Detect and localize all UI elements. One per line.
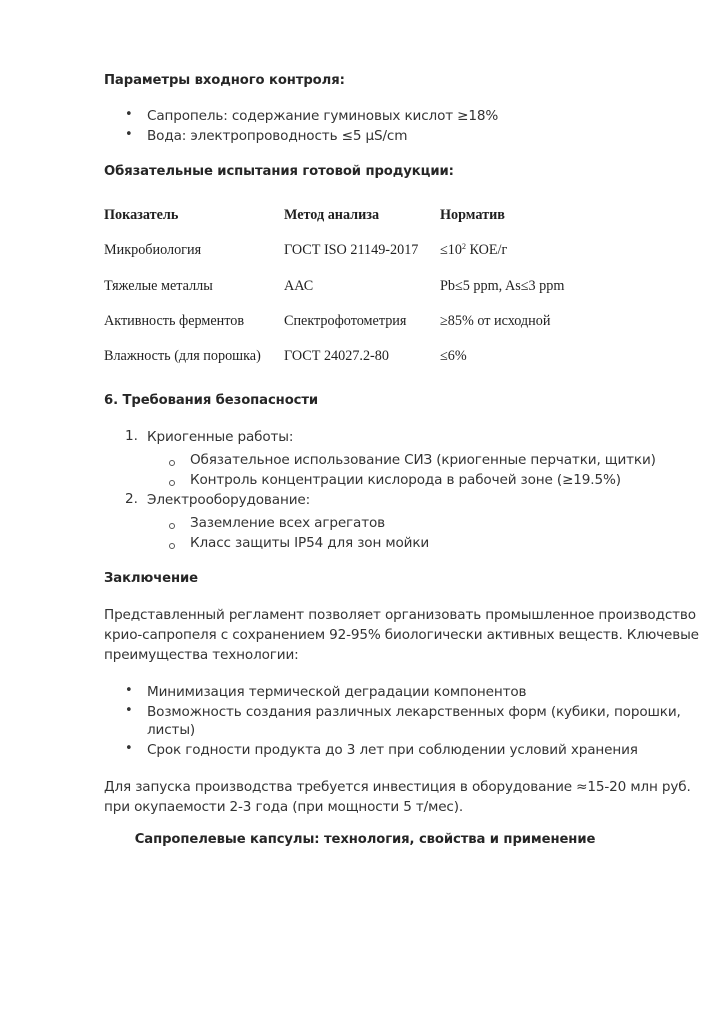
bullet-icon: • — [125, 741, 133, 756]
list-item: Срок годности продукта до 3 лет при соблюдении условий хранения — [147, 742, 638, 758]
bullet-icon: • — [125, 127, 133, 142]
circle-bullet-icon — [169, 523, 175, 529]
paragraph-line: при окупаемости 2-3 года (при мощности 5 т/мес). — [104, 799, 464, 815]
bullet-icon: • — [125, 107, 133, 122]
table-header-method: Метод анализа — [284, 207, 380, 223]
table-cell: ААС — [284, 278, 314, 294]
table-cell: ГОСТ ISO 21149-2017 — [284, 242, 419, 258]
bullet-icon: • — [125, 703, 133, 718]
table-cell: Влажность (для порошка) — [104, 348, 261, 364]
circle-bullet-icon — [169, 543, 175, 549]
circle-bullet-icon — [169, 480, 175, 486]
circle-bullet-icon — [169, 460, 175, 466]
list-number: 2. — [125, 491, 138, 507]
list-item: Сапропель: содержание гуминовых кислот ≥18% — [147, 108, 499, 124]
list-item: Вода: электропроводность ≤5 μS/cm — [147, 128, 408, 144]
input-control-heading: Параметры входного контроля: — [104, 73, 345, 88]
sub-list-item: Контроль концентрации кислорода в рабочей зоне (≥19.5%) — [190, 472, 621, 488]
paragraph-line: Представленный регламент позволяет организовать промышленное производство — [104, 607, 696, 623]
superscript: 2 — [461, 242, 466, 251]
next-section-title: Сапропелевые капсулы: технология, свойства и применение — [134, 832, 596, 847]
conclusion-heading: Заключение — [104, 571, 198, 586]
norm-value: ≤10 — [440, 242, 462, 258]
table-cell: ГОСТ 24027.2-80 — [284, 348, 389, 364]
norm-unit: КОЕ/г — [465, 242, 508, 258]
list-number: 1. — [125, 428, 138, 444]
list-item: Криогенные работы: — [147, 429, 294, 445]
list-item: Минимизация термической деградации компонентов — [147, 684, 527, 700]
table-header-norm: Норматив — [440, 207, 505, 223]
table-cell: Тяжелые металлы — [104, 278, 213, 294]
paragraph-line: Для запуска производства требуется инвестиция в оборудование ≈15-20 млн руб. — [104, 779, 691, 795]
list-item-continuation: листы) — [147, 722, 196, 738]
list-item: Возможность создания различных лекарственных форм (кубики, порошки, — [147, 704, 681, 720]
bullet-icon: • — [125, 683, 133, 698]
safety-heading: 6. Требования безопасности — [104, 393, 319, 408]
table-cell: Спектрофотометрия — [284, 313, 407, 329]
paragraph-line: преимущества технологии: — [104, 647, 299, 663]
table-cell: Микробиология — [104, 242, 202, 258]
sub-list-item: Обязательное использование СИЗ (криогенные перчатки, щитки) — [190, 452, 656, 468]
sub-list-item: Класс защиты IP54 для зон мойки — [190, 535, 430, 551]
table-cell: Активность ферментов — [104, 313, 245, 329]
list-item: Электрооборудование: — [147, 492, 311, 508]
paragraph-line: крио-сапропеля с сохранением 92-95% биологически активных веществ. Ключевые — [104, 627, 699, 643]
table-cell: Pb≤5 ppm, As≤3 ppm — [440, 278, 565, 294]
table-header-indicator: Показатель — [104, 207, 179, 223]
table-cell — [440, 242, 507, 259]
table-cell: ≥85% от исходной — [440, 313, 551, 329]
finished-tests-heading: Обязательные испытания готовой продукции: — [104, 164, 454, 179]
sub-list-item: Заземление всех агрегатов — [190, 515, 385, 531]
table-cell: ≤6% — [440, 348, 467, 364]
